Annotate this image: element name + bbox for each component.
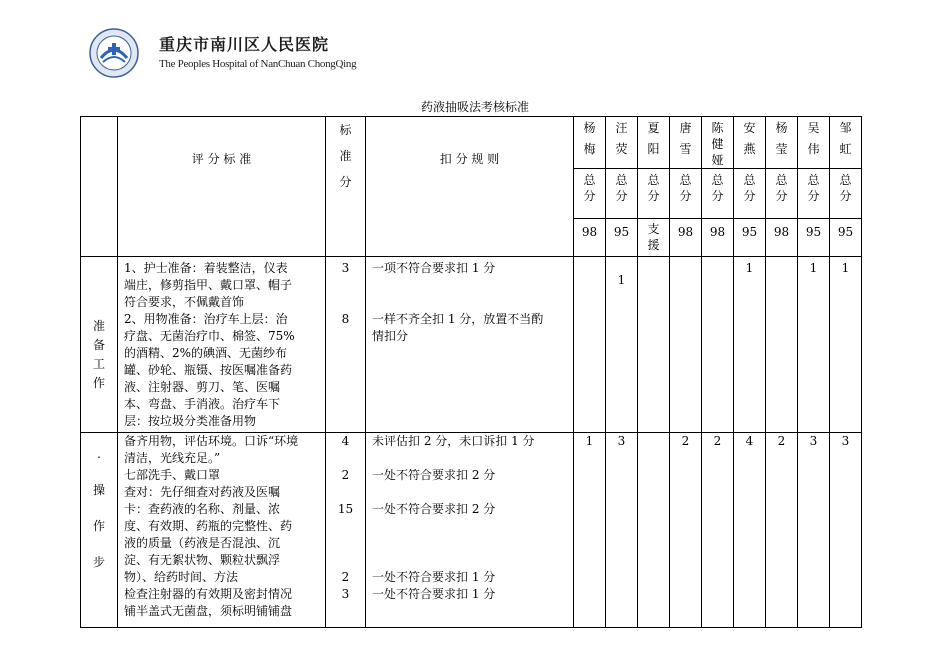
- deduction-cell: 1: [734, 257, 766, 433]
- standard-score-char: 标: [339, 123, 352, 137]
- total-label-cell: 总 分: [638, 169, 670, 219]
- person-name-cell: 唐 雪: [670, 117, 702, 169]
- deduction-cell: [766, 257, 798, 433]
- deduction-cell: 2: [702, 433, 734, 628]
- deduction-rules-header-text: 扣 分 规 则: [439, 152, 500, 166]
- hospital-logo: [87, 28, 383, 78]
- header-blank-cell: [81, 117, 118, 257]
- person-name-cell: 陈 健 娅: [702, 117, 734, 169]
- person-total: 98: [766, 219, 798, 257]
- total-label-cell: 总 分: [830, 169, 862, 219]
- person-total: 95: [830, 219, 862, 257]
- section-scores: 3 8: [326, 257, 366, 433]
- person-name-cell: 汪 荧: [606, 117, 638, 169]
- section-criteria: 备齐用物，评估环境。口诉“环境 清洁，光线充足。” 七部洗手、戴口罩 查对：先仔细查对药液及医嘱 卡：查药液的名称、剂量、浓 度、有效期、药瓶的完整性、药 液的质量（药液是否混浊、沉 淀、有无絮状物、颗粒状飘浮 物）、给药时间、方法 检查注射器的有效期及密封情况 铺半盖式无菌盘，须标明铺铺盘: [118, 433, 326, 628]
- criteria-header: [118, 117, 326, 257]
- section-label: 准 备 工 作: [81, 257, 118, 433]
- person-total: 98: [670, 219, 702, 257]
- standard-score-char: 准: [339, 149, 352, 163]
- deduction-cell: 2: [766, 433, 798, 628]
- total-label-cell: 总 分: [734, 169, 766, 219]
- deduction-cell: 3: [606, 433, 638, 628]
- assessment-table: [80, 116, 862, 628]
- section-scores: 4 2 15 2 3: [326, 433, 366, 628]
- person-total: 95: [798, 219, 830, 257]
- deduction-cell: 1: [830, 257, 862, 433]
- person-total: 95: [606, 219, 638, 257]
- person-total: 98: [574, 219, 606, 257]
- criteria-header-text: 评 分 标 准: [191, 152, 252, 166]
- person-name-cell: 吴 伟: [798, 117, 830, 169]
- deduction-cell: 1: [574, 433, 606, 628]
- total-label-cell: 总 分: [766, 169, 798, 219]
- standard-score-header: [326, 117, 366, 257]
- person-name-cell: 安 燕: [734, 117, 766, 169]
- deduction-cell: 4: [734, 433, 766, 628]
- total-label-cell: 总 分: [670, 169, 702, 219]
- total-label-cell: 总 分: [798, 169, 830, 219]
- document-title: 药液抽吸法考核标准: [420, 100, 529, 114]
- deduction-cell: 2: [670, 433, 702, 628]
- deduction-cell: [638, 433, 670, 628]
- section-rules: 未评估扣 2 分，未口诉扣 1 分 一处不符合要求扣 2 分 一处不符合要求扣 2 分 一处不符合要求扣 1 分 一处不符合要求扣 1 分: [366, 433, 574, 628]
- person-total: 95: [734, 219, 766, 257]
- standard-score-char: 分: [339, 175, 352, 189]
- deduction-cell: 1: [606, 257, 638, 433]
- standard-score-header-text: [326, 117, 365, 195]
- deduction-rules-header: [366, 117, 574, 257]
- deduction-cell: [638, 257, 670, 433]
- person-total: 98: [702, 219, 734, 257]
- deduction-cell: [670, 257, 702, 433]
- hospital-name: 重庆市南川区人民医院: [159, 35, 330, 54]
- hospital-emblem-icon: [89, 28, 139, 78]
- total-label-cell: 总 分: [606, 169, 638, 219]
- deduction-cell: 3: [798, 433, 830, 628]
- deduction-cell: [574, 257, 606, 433]
- person-name-cell: 邹 虹: [830, 117, 862, 169]
- person-total: 支 援: [638, 219, 670, 257]
- section-label: . 操 作 步: [81, 433, 118, 628]
- deduction-cell: 1: [798, 257, 830, 433]
- deduction-cell: [702, 257, 734, 433]
- total-label-cell: 总 分: [574, 169, 606, 219]
- person-name-cell: 杨 梅: [574, 117, 606, 169]
- section-rules: 一项不符合要求扣 1 分 一样不齐全扣 1 分，放置不当酌 情扣分: [366, 257, 574, 433]
- total-label-cell: 总 分: [702, 169, 734, 219]
- deduction-cell: 3: [830, 433, 862, 628]
- person-name-cell: 夏 阳: [638, 117, 670, 169]
- hospital-name-en: The Peoples Hospital of NanChuan ChongQing: [159, 58, 357, 70]
- section-criteria: 1、护士准备：着装整洁，仪表 端庄，修剪指甲、戴口罩、帽子 符合要求，不佩戴首饰 2、用物准备：治疗车上层：治 疗盘、无菌治疗巾、棉签、75% 的酒精、2%的碘酒、无菌纱布 罐、砂轮、瓶镊、按医嘱准备药 液、注射器、剪刀、笔、医嘱 本、弯盘、手消液。治疗车下 层：按垃圾分类准备用物: [118, 257, 326, 433]
- person-name-cell: 杨 莹: [766, 117, 798, 169]
